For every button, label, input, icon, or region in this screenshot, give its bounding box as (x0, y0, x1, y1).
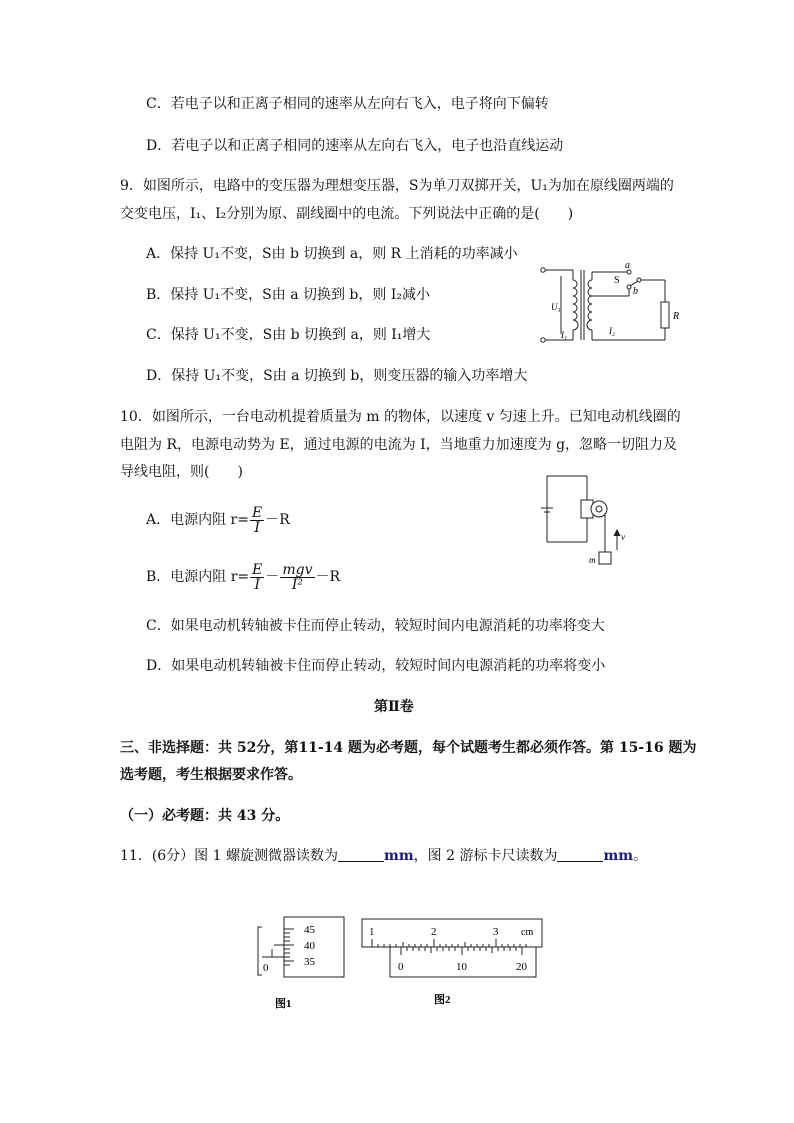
q10-option-a (146, 505, 290, 535)
micrometer-40: 40 (304, 940, 315, 952)
vernier-0: 0 (398, 961, 404, 973)
q11-stem (120, 846, 647, 866)
part3-line1: 三、非选择题：共 52分，第11-14 题为必考题，每个试题考生都必须作答。第 15-16 题为 (120, 740, 697, 756)
q9-option-d: D．保持 U₁不变，S由 a 切换到 b，则变压器的输入功率增大 (146, 368, 528, 384)
q10-option-c: C．如果电动机转轴被卡住而停止转动，较短时间内电源消耗的功率将变大 (146, 618, 605, 634)
q10-option-a-suffix: －R (265, 512, 290, 528)
q10-option-a-prefix: A．电源内阻 r= (146, 512, 249, 528)
label-i2: I₂ (609, 326, 616, 336)
label-a: a (625, 260, 630, 271)
label-u1: U₁ (551, 302, 561, 312)
label-i1: I₁ (561, 330, 568, 340)
label-s: S (614, 275, 620, 286)
q8-option-c: C．若电子以和正离子相同的速率从左向右飞入，电子将向下偏转 (146, 96, 549, 112)
frac-num: E (251, 504, 263, 521)
q9-option-a: A．保持 U₁不变，S由 b 切换到 a，则 R 上消耗的功率减小 (146, 246, 518, 262)
label-r: R (673, 311, 680, 322)
fraction-mgv-over-i2 (280, 563, 314, 592)
frac-num: mgv (282, 561, 313, 578)
transformer-circuit-figure (535, 256, 685, 348)
label-b: b (633, 286, 638, 297)
frac-den: I (254, 576, 261, 593)
micrometer-figure (250, 915, 350, 1010)
main-scale-1: 1 (369, 926, 375, 938)
q9-option-c: C．保持 U₁不变，S由 b 切换到 a，则 I₁增大 (146, 327, 431, 343)
part3-line2: 选考题，考生根据要求作答。 (120, 767, 302, 783)
micrometer-0: 0 (263, 962, 269, 974)
section-title: 第Ⅱ卷 (374, 699, 414, 715)
figure-2-caption: 图2 (434, 994, 451, 1006)
q10-option-b (146, 562, 340, 592)
required-heading: （一）必考题：共 43 分。 (120, 808, 290, 824)
q8-option-d: D．若电子以和正离子相同的速率从左向右飞入，电子也沿直线运动 (146, 138, 564, 154)
q11-end: 。 (633, 848, 648, 864)
q10-stem-line1: 10．如图所示，一台电动机提着质量为 m 的物体，以速度 v 匀速上升。已知电动机线圈的 (120, 409, 681, 425)
q10-stem-line3: 导线电阻，则( ) (120, 464, 243, 480)
q10-stem-line2: 电阻为 R，电源电动势为 E，通过电源的电流为 I，当地重力加速度为 g，忽略一切阻力及 (120, 437, 678, 453)
q9-stem-line1: 9．如图所示，电路中的变压器为理想变压器，S为单刀双掷开关，U₁为加在原线圈两端的 (120, 178, 674, 194)
main-scale-3: 3 (493, 926, 499, 938)
q10-option-d: D．如果电动机转轴被卡住而停止转动，较短时间内电源消耗的功率将变小 (146, 658, 606, 674)
q11-text1: 11．(6分）图 1 螺旋测微器读数为 (120, 848, 338, 864)
main-scale-cm: cm (521, 927, 534, 938)
frac-num: E (252, 561, 263, 578)
answer-blank-2[interactable] (557, 847, 603, 862)
micrometer-35: 35 (304, 956, 315, 968)
vernier-20: 20 (516, 961, 527, 973)
micrometer-45: 45 (304, 924, 315, 936)
label-v: v (621, 532, 625, 542)
q11-unit1: mm (384, 848, 414, 864)
vernier-caliper-figure (358, 915, 548, 1010)
figure-1-caption: 图1 (275, 998, 292, 1010)
q10-option-b-suffix: －R (315, 569, 341, 585)
frac-den: I (254, 519, 260, 536)
q11-unit2: mm (603, 848, 634, 864)
q10-option-b-minus: － (265, 569, 280, 585)
q10-option-b-prefix: B．电源内阻 r= (146, 569, 250, 585)
q9-option-b: B．保持 U₁不变，S由 a 切换到 b，则 I₂减小 (146, 287, 430, 303)
frac-den: I² (291, 576, 304, 593)
answer-blank-1[interactable] (338, 847, 384, 862)
motor-circuit-figure (535, 470, 635, 570)
label-m: m (589, 555, 596, 565)
main-scale-2: 2 (431, 926, 437, 938)
fraction-e-over-i (250, 506, 264, 535)
vernier-10: 10 (456, 961, 467, 973)
fraction-e-over-i (250, 563, 264, 592)
q11-text2: ，图 2 游标卡尺读数为 (413, 848, 558, 864)
q9-stem-line2: 交变电压，I₁、I₂分别为原、副线圈中的电流。下列说法中正确的是( ) (120, 206, 574, 222)
